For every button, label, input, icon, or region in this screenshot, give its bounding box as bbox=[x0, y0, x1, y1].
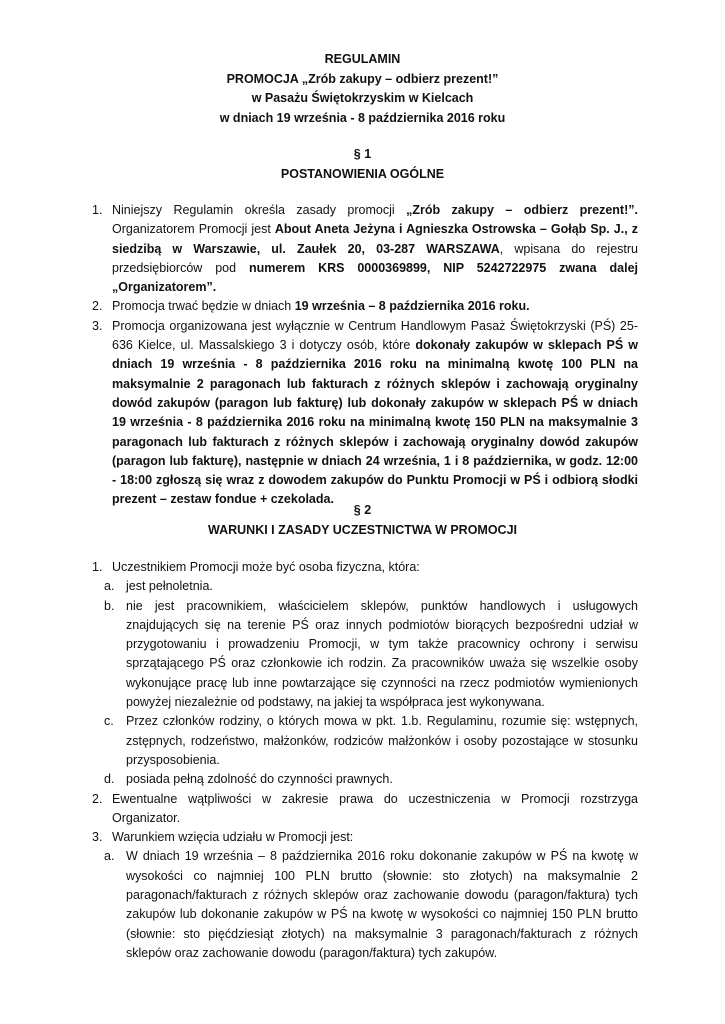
list-item bbox=[92, 828, 638, 963]
text-run: , wpisana do rejestru przedsiębiorców pod bbox=[112, 241, 639, 275]
section-2-title: WARUNKI I ZASADY UCZESTNICTWA W PROMOCJI bbox=[207, 522, 518, 537]
text-run: Niniejszy Regulamin określa zasady promocji bbox=[112, 203, 407, 217]
bold-run: numerem KRS 0000369899, NIP 5242722975 zwana dalej „Organizatorem”. bbox=[112, 260, 638, 295]
list-item bbox=[92, 790, 638, 829]
section-1-heading bbox=[0, 145, 725, 184]
sub-item-text: posiada pełną zdolność do czynności prawnych. bbox=[126, 772, 393, 787]
text-run: Promocja organizowana jest wyłącznie w Centrum Handlowym Pasaż Świętokrzyski (PŚ) 25-636 Kielce, ul. Massalskiego 3 i dotyczy osób, które bbox=[112, 318, 638, 353]
bold-run: „Zrób zakupy – odbierz prezent!”. bbox=[406, 203, 638, 217]
sub-item-letter: c. bbox=[104, 714, 114, 729]
sub-item-text: W dniach 19 września – 8 października 2016 roku dokonanie zakupów w PŚ na kwotę w wysokości co najmniej 100 PLN brutto (słownie: sto złotych) na maksymalnie 2 paragonach/fakturach z różnych sklepów oraz zachowanie dowodu (paragon/faktura) tych zakupów lub dokonanie zakupów w PŚ na kwotę w wysokości co najmniej 150 PLN brutto (słownie: sto pięćdziesiąt złotych) na maksymalnie 3 paragonach/fakturach z różnych sklepów oraz zachowanie dowodu (paragon/faktura) tych zakupów. bbox=[126, 849, 638, 960]
bold-run: dokonały zakupów w sklepach PŚ w dniach 19 września - 8 października 2016 roku na minimalną kwotę 100 PLN na maksymalnie 2 paragonach lub fakturach z różnych sklepów i zachowają oryginalny dowód zakupów (paragon lub fakturę) lub dokonały zakupów w sklepach PŚ w dniach 19 września - 8 października 2016 roku na minimalną kwotę 150 PLN na maksymalnie 3 paragonach lub fakturach z różnych sklepów i zachowają oryginalny dowód zakupów (paragon lub fakturę), następnie w dniach 24 września, 1 i 8 października, w godz. 12:00 - 18:00 zgłoszą się wraz z dowodem zakupów do Punktu Promocji w PŚ i odbiorą słodki prezent – zestaw fondue + czekolada. bbox=[112, 338, 638, 507]
item-text bbox=[112, 317, 638, 510]
item-text bbox=[112, 201, 638, 297]
section-2-list bbox=[92, 558, 638, 963]
text-run: Promocja trwać będzie w dniach bbox=[112, 299, 295, 314]
item-text: Warunkiem wzięcia udziału w Promocji jest: bbox=[112, 830, 354, 845]
sub-item-text: nie jest pracownikiem, właścicielem sklepów, punktów handlowych i usługowych znajdujących się na terenie PŚ oraz innych podmiotów biorących bezpośredni udział w przygotowaniu i prowadzeniu Promocji, w tym także pracownicy ochrony i serwisu sprzątającego PŚ oraz członkowie ich rodzin. Za pracowników uważa się wszelkie osoby wykonujące pracę lub inne powtarzające się czynności na rzecz podmiotów wymienionych powyżej niezależnie od podstawy, na jakiej ta współpraca jest wykonywana. bbox=[126, 598, 638, 710]
bold-run: About Aneta Jeżyna i Agnieszka Ostrowska – Gołąb Sp. J., z siedzibą w Warszawie, ul. Zaułek 20, 03-287 WARSZAWA bbox=[112, 222, 638, 256]
title-line-1: REGULAMIN bbox=[324, 52, 401, 66]
item-text: Ewentualne wątpliwości w zakresie prawa do uczestniczenia w Promocji rozstrzyga Organizator. bbox=[112, 791, 638, 825]
item-number: 2. bbox=[92, 791, 103, 806]
sub-item-text: jest pełnoletnia. bbox=[126, 579, 213, 594]
sub-item-letter: a. bbox=[104, 579, 115, 594]
sub-item-letter: a. bbox=[104, 849, 115, 864]
section-2-heading bbox=[0, 501, 725, 540]
section-2-number: § 2 bbox=[353, 503, 372, 517]
sub-list bbox=[92, 847, 638, 963]
sub-list-item bbox=[92, 770, 638, 789]
item-number: 1. bbox=[92, 560, 103, 574]
sub-list-item bbox=[92, 597, 638, 713]
item-number: 1. bbox=[92, 203, 103, 217]
sub-item-letter: b. bbox=[104, 598, 115, 613]
bold-run: 19 września – 8 października 2016 roku. bbox=[294, 299, 530, 314]
item-text: Uczestnikiem Promocji może być osoba fizyczna, która: bbox=[112, 560, 420, 574]
list-item bbox=[92, 201, 638, 297]
document-title bbox=[0, 50, 725, 128]
title-line-3: w Pasażu Świętokrzyskim w Kielcach bbox=[251, 91, 474, 105]
section-1-title: POSTANOWIENIA OGÓLNE bbox=[280, 166, 445, 181]
item-text bbox=[112, 297, 638, 316]
list-item bbox=[92, 558, 638, 790]
sub-item-letter: d. bbox=[104, 772, 115, 787]
item-number: 3. bbox=[92, 830, 103, 845]
sub-item-text: Przez członków rodziny, o których mowa w pkt. 1.b. Regulaminu, rozumie się: wstępnych, zstępnych, rodzeństwo, małżonków, rodziców małżonków i osoby pozostające w stosunku przysposobienia. bbox=[126, 714, 638, 767]
section-1-number: § 1 bbox=[353, 147, 372, 161]
list-item bbox=[92, 317, 638, 510]
title-line-4: w dniach 19 września - 8 października 2016 roku bbox=[219, 110, 506, 125]
title-line-2: PROMOCJA „Zrób zakupy – odbierz prezent!” bbox=[226, 71, 499, 86]
sub-list-item bbox=[92, 712, 638, 770]
text-run: Organizatorem Promocji jest bbox=[112, 222, 275, 237]
list-item bbox=[92, 297, 638, 316]
item-number: 3. bbox=[92, 318, 103, 333]
item-number: 2. bbox=[92, 299, 103, 314]
sub-list bbox=[92, 577, 638, 789]
sub-list-item bbox=[92, 847, 638, 963]
sub-list-item bbox=[92, 577, 638, 596]
section-1-list bbox=[92, 201, 638, 510]
